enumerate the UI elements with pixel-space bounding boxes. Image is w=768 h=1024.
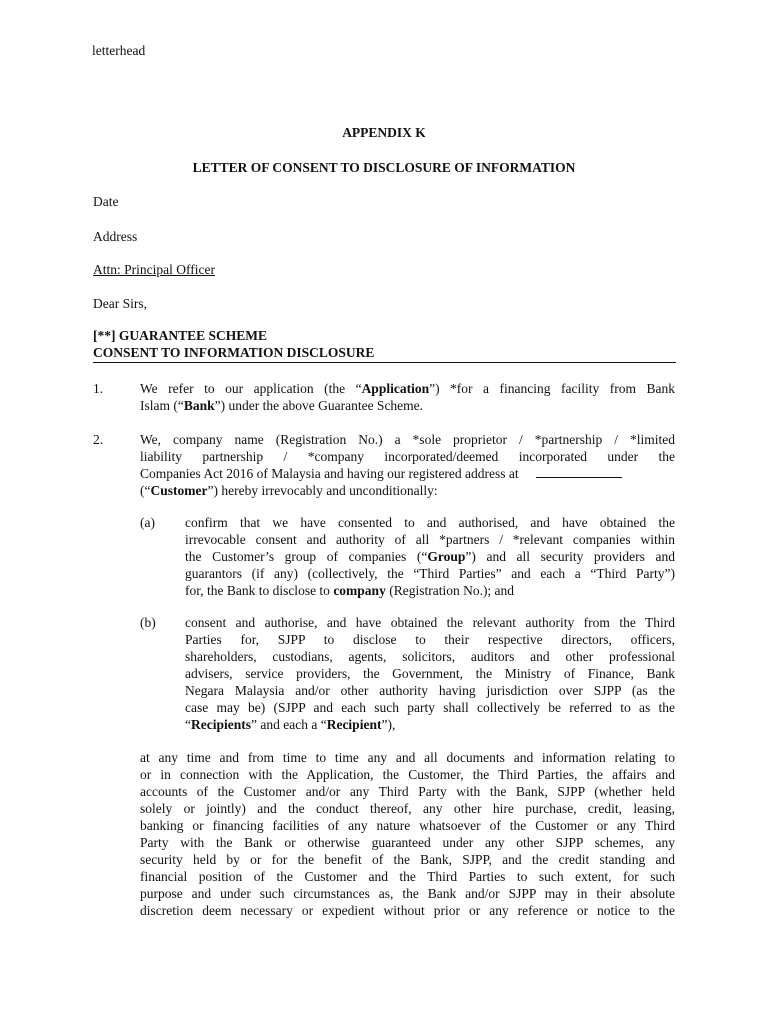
letterhead: letterhead xyxy=(92,43,146,58)
paragraph-1-number: 1. xyxy=(93,381,104,396)
closing-line: banking or financing facilities of any nature whatsoever of the Customer or any Third xyxy=(140,818,675,833)
clause-a-line: the Customer’s group of companies (“Group”) and all security providers and xyxy=(185,549,675,564)
subject-line-2: CONSENT TO INFORMATION DISCLOSURE xyxy=(93,344,676,363)
clause-a-label: (a) xyxy=(140,515,155,530)
address-label: Address xyxy=(93,229,138,244)
paragraph-1-line: Islam (“Bank”) under the above Guarantee Scheme. xyxy=(140,398,424,413)
clause-a-line: for, the Bank to disclose to company (Registration No.); and xyxy=(185,583,515,598)
clause-b-line: Parties for, SJPP to disclose to their respective directors, officers, xyxy=(185,632,675,647)
letter-title: LETTER OF CONSENT TO DISCLOSURE OF INFORMATION xyxy=(192,160,576,175)
attention-line: Attn: Principal Officer xyxy=(93,262,215,277)
appendix-title: APPENDIX K xyxy=(342,125,426,140)
paragraph-1-line: We refer to our application (the “Application”) *for a financing facility from Bank xyxy=(140,381,675,396)
paragraph-2-number: 2. xyxy=(93,432,104,447)
closing-line: or in connection with the Application, the Customer, the Third Parties, the affairs and xyxy=(140,767,675,782)
subject-line-1: [**] GUARANTEE SCHEME xyxy=(93,328,268,343)
address-blank xyxy=(536,465,622,478)
paragraph-2-line: Companies Act 2016 of Malaysia and having our registered address at xyxy=(140,465,675,482)
clause-b-label: (b) xyxy=(140,615,156,630)
closing-paragraph xyxy=(140,749,675,919)
clause-b xyxy=(185,614,675,733)
closing-line: solely or jointly) and the conduct thereof, any other hire purchase, credit, leasing, xyxy=(140,801,675,816)
closing-line: at any time and from time to time any and all documents and information relating to xyxy=(140,750,675,765)
closing-line: accounts of the Customer and/or any Third Party with the Bank, SJPP (whether held xyxy=(140,784,675,799)
paragraph-2-line: liability partnership / *company incorporated/deemed incorporated under the xyxy=(140,449,675,464)
paragraph-2-line: We, company name (Registration No.) a *sole proprietor / *partnership / *limited xyxy=(140,432,675,447)
closing-line: purpose and under such circumstances as, the Bank and/or SJPP may in their absolute xyxy=(140,886,675,901)
paragraph-2 xyxy=(140,431,675,499)
clause-b-line: shareholders, custodians, agents, solicitors, auditors and other professional xyxy=(185,649,675,664)
closing-line: financial position of the Customer and the Third Parties to such extent, for such xyxy=(140,869,675,884)
clause-a xyxy=(185,514,675,599)
date-label: Date xyxy=(93,194,119,209)
clause-b-line: case may be) (SJPP and each such party shall collectively be referred to as the xyxy=(185,700,675,715)
paragraph-2-line: (“Customer”) hereby irrevocably and unconditionally: xyxy=(140,483,438,498)
closing-line: discretion deem necessary or expedient without prior or any reference or notice to the xyxy=(140,903,675,918)
clause-b-line: “Recipients” and each a “Recipient”), xyxy=(185,717,396,732)
clause-a-line: confirm that we have consented to and authorised, and have obtained the xyxy=(185,515,675,530)
clause-b-line: consent and authorise, and have obtained the relevant authority from the Third xyxy=(185,615,675,630)
clause-b-line: Negara Malaysia and/or other authority having jurisdiction over SJPP (as the xyxy=(185,683,675,698)
salutation: Dear Sirs, xyxy=(93,296,147,311)
paragraph-1 xyxy=(140,380,675,414)
subject-heading xyxy=(93,327,676,363)
closing-line: security held by or for the benefit of the Bank, SJPP, and the credit standing and xyxy=(140,852,675,867)
clause-a-line: guarantors (if any) (collectively, the “Third Parties” and each a “Third Party”) xyxy=(185,566,675,581)
clause-b-line: advisers, service providers, the Government, the Ministry of Finance, Bank xyxy=(185,666,675,681)
closing-line: Party with the Bank or otherwise guaranteed under any other SJPP schemes, any xyxy=(140,835,675,850)
clause-a-line: irrevocable consent and authority of all *partners / *relevant companies within xyxy=(185,532,675,547)
